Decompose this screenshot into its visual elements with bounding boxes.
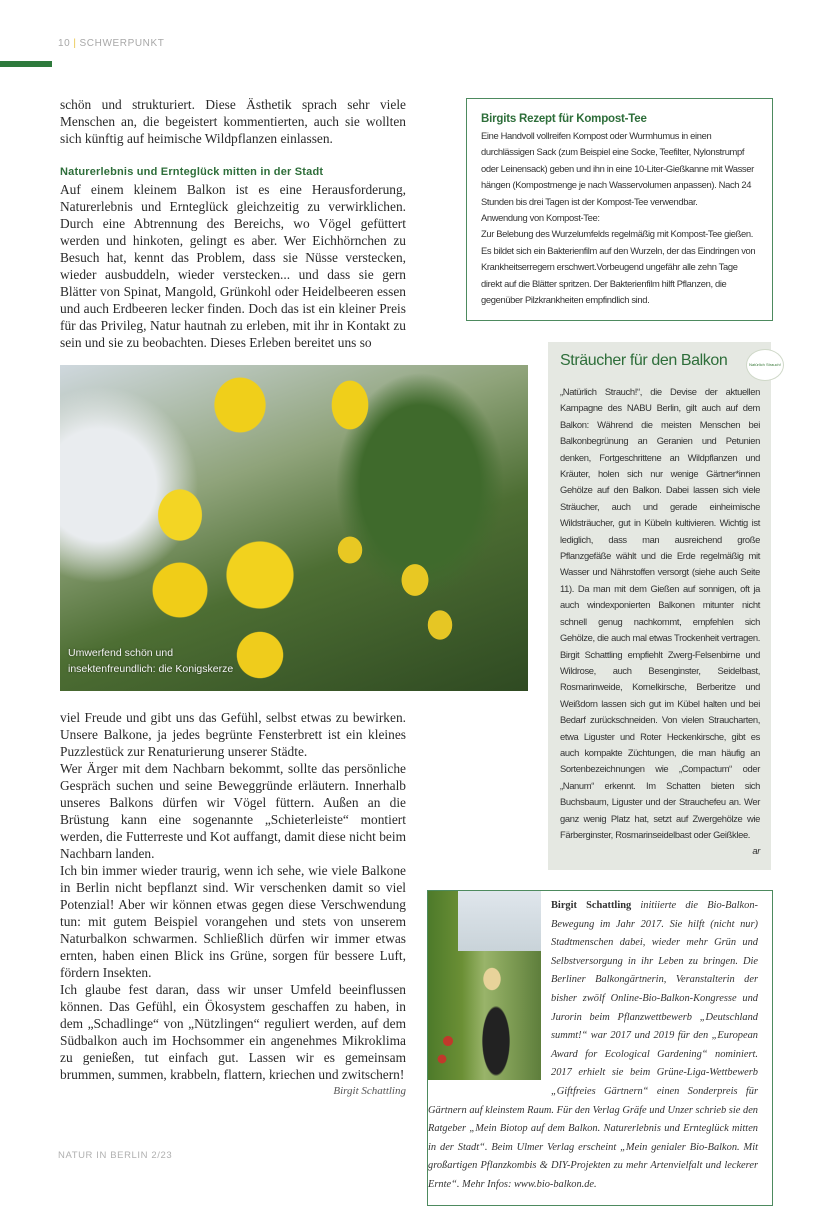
separator: | — [73, 38, 77, 49]
intro-paragraph: schön und strukturiert. Diese Ästhetik sprach sehr viele Menschen an, die begeistert kommentierten, auch sie wollten sich künftig auf heimische Wildpflanzen einlassen. — [60, 97, 406, 146]
campaign-logo-badge — [746, 349, 784, 381]
recipe-box — [466, 98, 773, 321]
running-header — [58, 38, 164, 49]
recipe-subheading: Anwendung von Kompost-Tee: — [481, 212, 600, 224]
shrubs-box — [548, 342, 771, 870]
recipe-title: Birgits Rezept für Kompost-Tee — [481, 113, 647, 125]
paragraph: Wer Ärger mit dem Nachbarn bekommt, sollte das persönliche Gespräch suchen und seine Beweggründe erläutern. Innerhalb unseres Balkons dürfen wir Vögel füttern. Außen an die Brüstung kann eine sogenannte „Schieterleiste“ montiert werden, die Futterreste und Kot auffangt, damit diese nicht beim Nachbarn landen. — [60, 761, 406, 861]
recipe-text: Eine Handvoll vollreifen Kompost oder Wurmhumus in einen durchlässigen Sack (zum Beispiel eine Socke, Teefilter, Nylonstrumpf oder Leinensack) geben und ihn in eine 10-Liter-Gießkanne mit Wasser hängen (Kompostmenge je nach Wasservolumen anpassen). Nach 24 Stunden bis drei Tagen ist der Kompost-Tee verwendbar. — [481, 130, 754, 207]
paragraph: Ich glaube fest daran, dass wir unser Umfeld beeinflussen können. Das Gefühl, ein Ökosystem geschaffen zu haben, in dem „Schadlinge“ von „Nützlingen“ reguliert werden, auf dem Südbalkon auch im Hochsommer ein angenehmes Mikroklima zu genießen, tut einfach gut. Lassen wir es gemeinsam brummen, summen, krabbeln, flattern, kriechen und zwitschern! — [60, 982, 406, 1082]
section-title: SCHWERPUNKT — [79, 38, 165, 49]
bio-text: initiierte die Bio-Balkon-Bewegung im Jahr 2017. Sie hilft (nicht nur) Stadtmenschen dabei, wieder mehr Grün und Selbstversorgung in ihr Leben zu bringen. Die Berliner Balkongärtnerin, Veranstalterin der bisher zwölf Online-Bio-Balkon-Kongresse und Jurorin beim Pflanzwettbewerb „Deutschland summt!“ war 2017 und 2019 für den „European Award for Ecological Gardening“ nominiert. 2017 erhielt sie beim Grüne-Liga-Wettbewerb „Giftfreies Gärtnern“ einen Sonderpreis für Gärtnern auf kleinstem Raum. Für den Verlag Gräfe und Unzer schrieb sie den Ratgeber „Mein Biotop auf dem Balkon. Naturerlebnis und Ernteglück mitten in der Stadt“. Beim Ulmer Verlag erscheint „Mein genialer Bio-Balkon. Mit großartigen Pflanzkombis & DIY-Projekten zu mehr Artenvielfalt und leckerer Ernte“. Mehr Infos: www.bio-balkon.de. — [428, 900, 758, 1190]
shrubs-text: „Natürlich Strauch!“, die Devise der aktuellen Kampagne des NABU Berlin, gilt auch auf dem Balkon: Während die meisten Menschen bei Balkonbegrünung an Geranien und Petunien denken, Fortgeschrittene an Wildpflanzen und Kräuter, holen sich nur wenige Gärtner*innen Gehölze auf den Balkon. Dabei lassen sich viele Sträucher, auch und gerade einheimische Wildsträucher, gut in Kübeln kultivieren. Wichtig ist lediglich, dass man ausreichend große Pflanzgefäße wählt und die Erde regelmäßig mit Wasser und Nährstoffen versorgt (siehe auch Seite 11). Da man mit dem Gießen auf sonnigen, oft ja auch windexponierten Balkonen mitunter nicht schnell genug nachkommt, empfehlen sich Gehölze, die auch mal etwas Trockenheit vertragen. Birgit Schattling empfiehlt Zwerg-Felsenbirne und Wildrose, auch Besenginster, Seidelbast, Rosmarinweide, Kornelkirsche, Berberitze und Weißdorn lassen sich gut im Kübel halten und bei Bedarf zurückschneiden. Von vielen Straucharten, etwa Liguster und Roter Heckenkirsche, gibt es auch kompakte Züchtungen, die man häufig an Sortenbezeichnungen wie „Compactum“ oder „Nanum“ erkennt. Im Schatten bieten sich Buchsbaum, Liguster und der Strauchefeu an. Wer ganz wenig Platz hat, setzt auf Zwergehölze wie Färberginster, Rosmarinseidelbast oder Geißklee. — [560, 386, 760, 840]
author-bio-box — [427, 890, 773, 1206]
shrubs-author: ar — [752, 845, 760, 857]
caption-line: insektenfreundlich: die Konigskerze — [68, 663, 234, 675]
bio-name: Birgit Schattling — [551, 900, 632, 911]
article-column-bottom — [60, 709, 406, 1100]
paragraph: Ich bin immer wieder traurig, wenn ich sehe, wie viele Balkone in Berlin nicht bepflanzt sind. Wir verschenken damit so viel Potenzial! Aber wir können etwas gegen diese Verschwendung tun: mit gutem Beispiel vorangehen und stets von unserem Naturbalkon schwarmen. Schließlich dürfen wir immer etwas ernten, haben einen Blick ins Grüne, sorgen für bessere Luft, fördern Insekten. — [60, 863, 406, 980]
badge-text: Natürlich Strauch! — [749, 362, 781, 367]
photo-caption — [68, 645, 233, 677]
page-footer: NATUR IN BERLIN 2/23 — [58, 1150, 173, 1161]
author-signature: Birgit Schattling — [333, 1085, 406, 1097]
accent-bar — [0, 61, 52, 67]
mullein-flower-photo — [60, 365, 528, 691]
author-portrait-photo — [428, 891, 541, 1080]
shrubs-title: Sträucher für den Balkon — [560, 352, 728, 369]
article-column-top — [60, 96, 406, 351]
caption-line: Umwerfend schön und — [68, 647, 174, 659]
paragraph: Auf einem kleinem Balkon ist es eine Herausforderung, Naturerlebnis und Ernteglück gleichzeitig zu verwirklichen. Durch eine Abtrennung des Bereichs, wo Vögel gefüttert werden und hinkoten, gelingt es aber. Wer Eichhörnchen zu Besuch hat, kennt das Problem, dass sie Nüsse verstecken, wieder ausbuddeln, wieder verstecken... und dass sie gern Blätter von Spinat, Mangold, Grünkohl oder Heidelbeeren essen und auch Erdbeeren lecker finden. Doch das ist ein kleiner Preis für das Privileg, Natur hautnah zu erleben, mit ihr in Kontakt zu sein und sie zu beobachten. Dieses Erleben bereitet uns so — [60, 182, 406, 350]
recipe-text: Zur Belebung des Wurzelumfelds regelmäßig mit Kompost-Tee gießen. Es bildet sich ein Bakterienfilm auf den Wurzeln, der das Eindringen von Krankheitserregern erschwert.Vorbeugend ungefähr alle zehn Tage direkt auf die Blätter spritzen. Der Bakterienfilm hilft Pflanzen, die gegenüber Pilzkrankheiten empfindlich sind. — [481, 228, 756, 306]
paragraph: viel Freude und gibt uns das Gefühl, selbst etwas zu bewirken. Unsere Balkone, ja jedes begrünte Fensterbrett ist ein kleines Puzzlestück zur Renaturierung unserer Städte. — [60, 710, 406, 759]
subheading: Naturerlebnis und Ernteglück mitten in der Stadt — [60, 166, 324, 178]
page-number: 10 — [58, 38, 71, 49]
